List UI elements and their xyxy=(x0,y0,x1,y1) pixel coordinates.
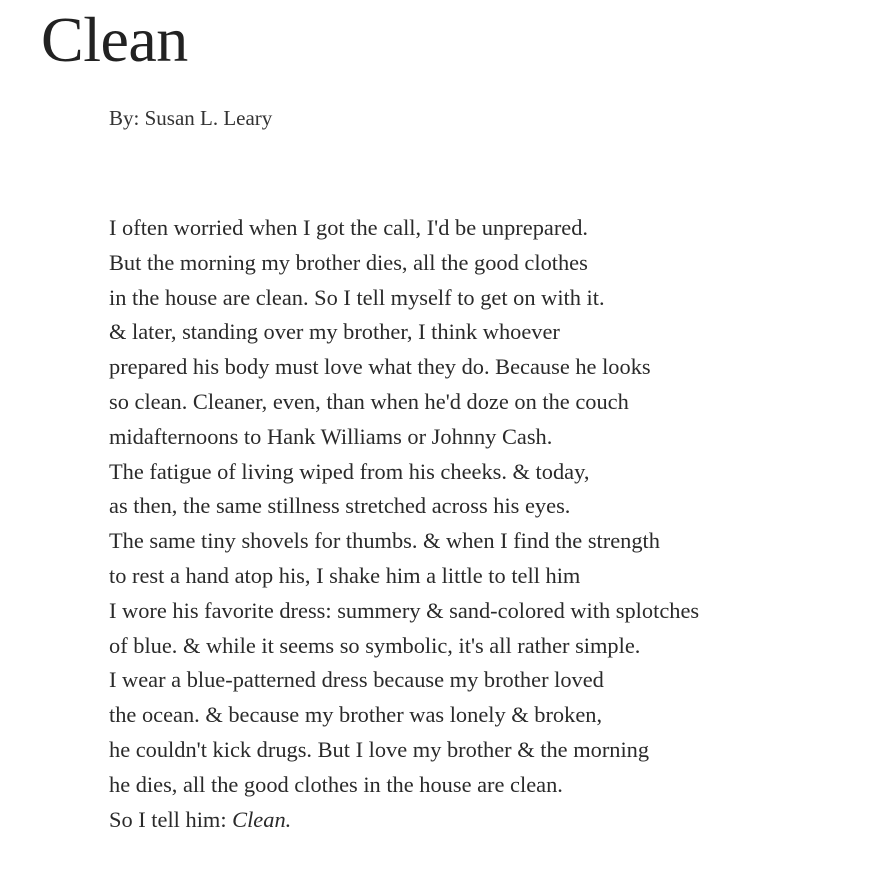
poem-line: I wore his favorite dress: summery & sand-colored with splotches xyxy=(109,597,700,623)
poem-line: so clean. Cleaner, even, than when he'd doze on the couch xyxy=(109,388,629,414)
poem-line: & later, standing over my brother, I think whoever xyxy=(109,319,560,345)
poem-line: midafternoons to Hank Williams or Johnny Cash. xyxy=(109,423,553,449)
poem-line: he couldn't kick drugs. But I love my brother & the morning xyxy=(109,736,650,762)
poem-last-line xyxy=(109,803,879,838)
poem-line: The same tiny shovels for thumbs. & when I find the strength xyxy=(109,528,660,554)
poem-line: of blue. & while it seems so symbolic, it's all rather simple. xyxy=(109,632,641,658)
poem-line: I often worried when I got the call, I'd be unprepared. xyxy=(109,215,589,240)
poem-line: prepared his body must love what they do. Because he looks xyxy=(109,354,651,380)
poem-body xyxy=(109,211,879,837)
poem-line: he dies, all the good clothes in the house are clean. xyxy=(109,771,563,797)
poem-line: The fatigue of living wiped from his cheeks. & today, xyxy=(109,458,590,484)
poem-byline: By: Susan L. Leary xyxy=(109,106,273,130)
poem-line: the ocean. & because my brother was lonely & broken, xyxy=(109,702,603,728)
poem-line: to rest a hand atop his, I shake him a little to tell him xyxy=(109,562,581,588)
poem-line: But the morning my brother dies, all the good clothes xyxy=(109,249,588,275)
last-line-prefix: So I tell him: xyxy=(109,806,233,832)
poem-line: I wear a blue-patterned dress because my brother loved xyxy=(109,667,604,693)
poem-line: as then, the same stillness stretched across his eyes. xyxy=(109,493,571,519)
last-line-emphasis: Clean. xyxy=(232,806,292,832)
poem-title: Clean xyxy=(41,4,188,75)
poem-line: in the house are clean. So I tell myself to get on with it. xyxy=(109,284,605,310)
